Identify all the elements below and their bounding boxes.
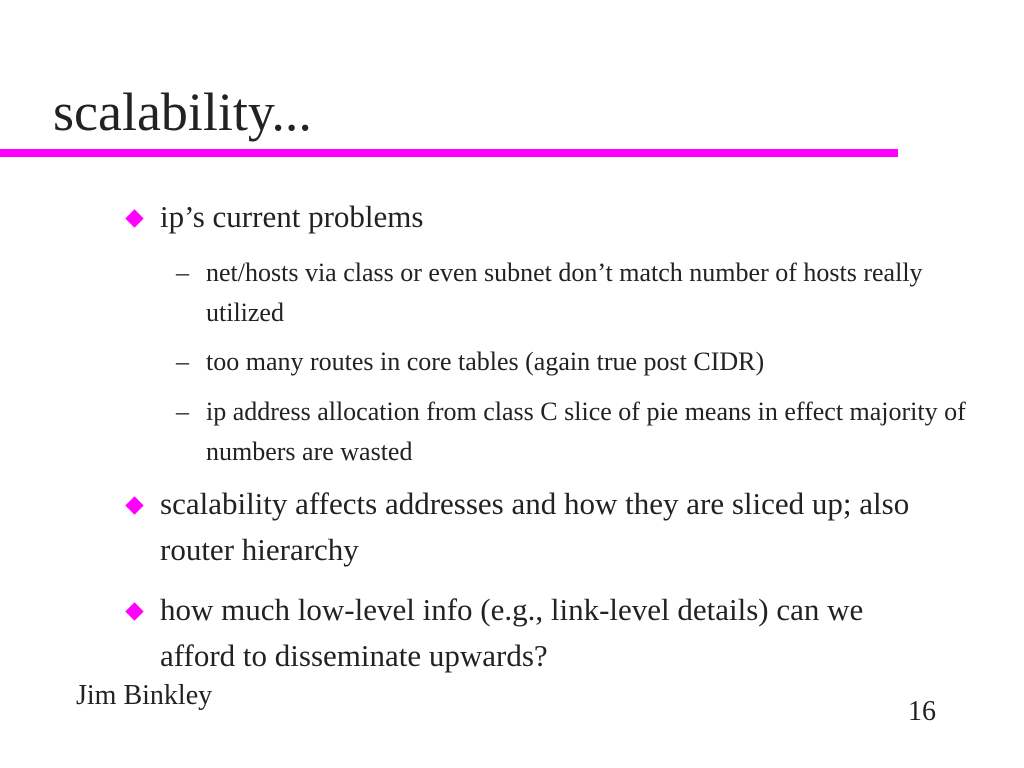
slide-page-number: 16 — [908, 696, 936, 727]
sub-item-text: net/hosts via class or even subnet don’t match number of hosts really utilized — [206, 258, 923, 327]
diamond-bullet-icon — [125, 602, 143, 620]
dash-marker: – — [176, 258, 189, 287]
dash-marker: – — [176, 347, 189, 376]
bullet-text: how much low-level info (e.g., link-level details) can we afford to disseminate upwards? — [160, 592, 864, 673]
bullet-text: ip’s current problems — [160, 199, 424, 234]
sub-item-1-2 — [176, 342, 966, 382]
title-underline-rule — [0, 149, 898, 157]
bullet-item-3 — [123, 591, 943, 679]
sub-item-1-1 — [176, 253, 966, 333]
sub-item-1-3 — [176, 392, 966, 472]
diamond-bullet-icon — [125, 209, 143, 227]
slide-title: scalability... — [53, 82, 312, 142]
bullet-text: scalability affects addresses and how they are sliced up; also router hierarchy — [160, 486, 910, 567]
dash-marker: – — [176, 397, 189, 426]
bullet-item-1 — [123, 198, 943, 240]
sub-item-text: ip address allocation from class C slice of pie means in effect majority of numbers are wasted — [206, 397, 966, 466]
sub-item-text: too many routes in core tables (again true post CIDR) — [206, 347, 765, 376]
bullet-item-2 — [123, 485, 943, 573]
footer-author: Jim Binkley — [76, 680, 213, 711]
diamond-bullet-icon — [125, 496, 143, 514]
